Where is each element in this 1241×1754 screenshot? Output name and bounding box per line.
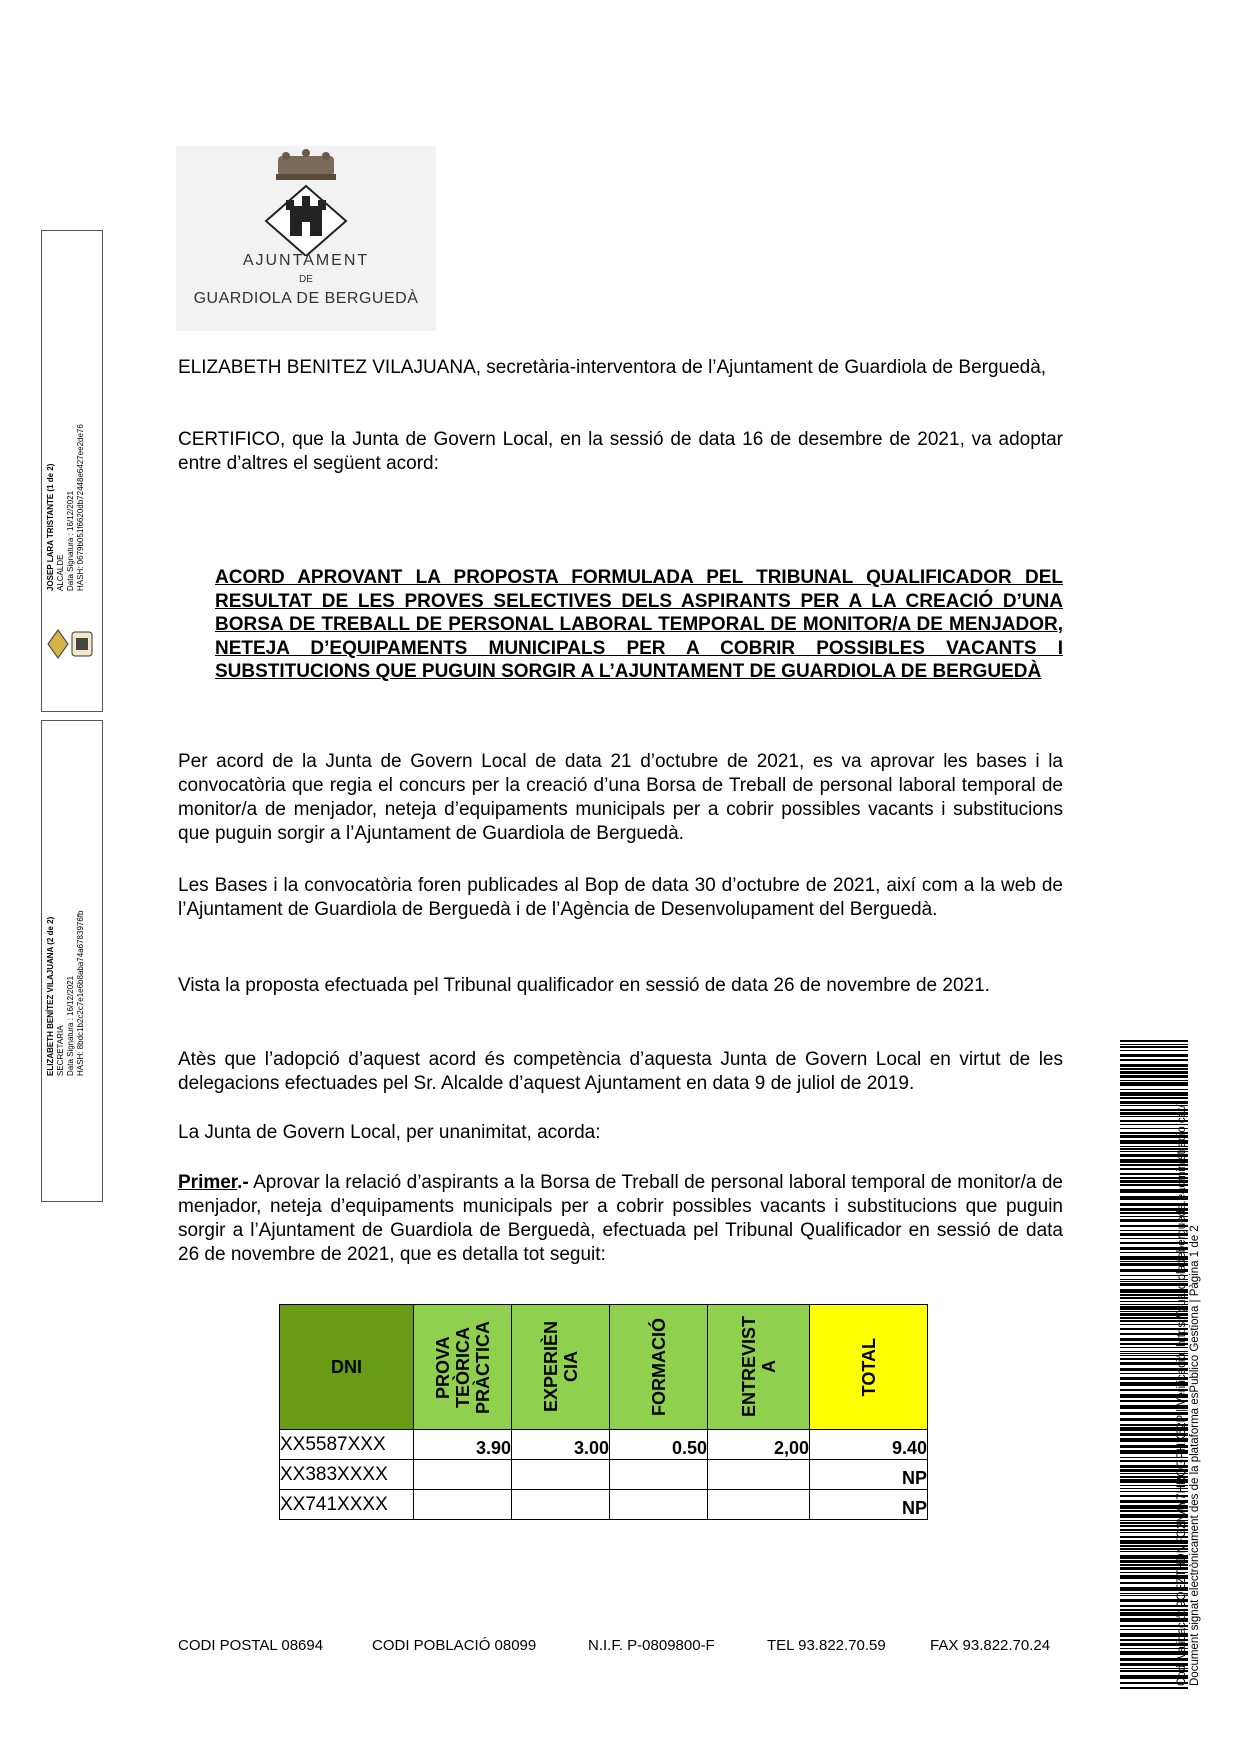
signature-date-2: Data Signatura : 16/12/2021	[66, 975, 75, 1076]
signature-date-1: Data Signatura : 16/12/2021	[66, 490, 75, 591]
signer-role-2: SECRETARIA	[56, 1025, 65, 1076]
certifico-paragraph: CERTIFICO, que la Junta de Govern Local, en la sessió de data 16 de desembre de 2021, va adoptar entre d’altres el següent acord:	[178, 429, 1063, 474]
table-row	[280, 1430, 928, 1460]
table-row	[280, 1460, 928, 1490]
signature-box-1	[41, 230, 103, 712]
signature-hash-2: HASH: 8bdc1b2c2c7e1e6b8aba74a6783976fb	[76, 910, 85, 1076]
logo-line3: GUARDIOLA DE BERGUEDÀ	[193, 290, 419, 307]
header-formacio: FORMACIÓ	[610, 1305, 708, 1430]
validation-text	[1176, 1105, 1202, 1686]
paragraph-5: La Junta de Govern Local, per unanimitat, acorda:	[178, 1122, 601, 1143]
signature-1-text	[46, 424, 86, 591]
cell-formacio	[610, 1460, 708, 1490]
signature-2-text	[46, 911, 86, 1076]
seal-icon	[46, 626, 96, 662]
signer-role-1: ALCALDE	[56, 554, 65, 591]
barcode-bar	[1120, 1040, 1188, 1042]
primer-paragraph	[178, 1171, 1063, 1267]
barcode-bar	[1120, 1050, 1188, 1051]
footer-nif: N.I.F. P-0809800-F	[588, 1637, 715, 1654]
cell-experiencia	[512, 1490, 610, 1520]
barcode-bar	[1120, 1080, 1188, 1081]
cell-total: NP	[810, 1460, 928, 1490]
municipal-logo	[176, 146, 436, 331]
footer-phone: TEL 93.822.70.59	[767, 1637, 886, 1654]
barcode-bar	[1120, 1101, 1188, 1104]
paragraph-1: Per acord de la Junta de Govern Local de data 21 d’octubre de 2021, es va aprovar les bases i la convocatòria que regia el concurs per la creació d’una Borsa de Treball de personal laboral temporal de monitor/a de menjador, neteja d’equipaments municipals per a cobrir possibles vacants i substitucions que puguin sorgir a l’Ajuntament de Guardiola de Berguedà.	[178, 751, 1063, 844]
barcode-bar	[1120, 1089, 1188, 1090]
barcode-bar	[1120, 1059, 1188, 1061]
cell-formacio	[610, 1490, 708, 1520]
footer-fax: FAX 93.822.70.24	[930, 1637, 1051, 1654]
intro-paragraph: ELIZABETH BENITEZ VILAJUANA, secretària-interventora de l’Ajuntament de Guardiola de Berguedà,	[178, 357, 1047, 378]
cell-entrevista: 2,00	[708, 1430, 810, 1460]
validation-line-2: Document signat electrònicament des de la plataforma esPublico Gestiona | Pàgina 1 de 2	[1189, 1225, 1201, 1686]
table-row	[280, 1490, 928, 1520]
footer-postal-code: CODI POSTAL 08694	[178, 1637, 324, 1654]
barcode-bar	[1120, 1054, 1188, 1057]
cell-formacio: 0.50	[610, 1430, 708, 1460]
agreement-title: ACORD APROVANT LA PROPOSTA FORMULADA PEL TRIBUNAL QUALIFICADOR DEL RESULTAT DE LES PROVES SELECTIVES DELS ASPIRANTS PER A LA CREACIÓ D’UNA BORSA DE TREBALL DE PERSONAL LABORAL TEMPORAL DE MONITOR/A DE MENJADOR, NETEJA D’EQUIPAMENTS MUNICIPALS PER A COBRIR POSSIBLES VACANTS I SUBSTITUCIONS QUE PUGUIN SORGIR A L’AJUNTAMENT DE GUARDIOLA DE BERGUEDÀ	[215, 567, 1063, 682]
cell-dni: XX741XXXX	[280, 1490, 414, 1520]
table-header-row	[280, 1305, 928, 1430]
primer-separator: .-	[237, 1172, 249, 1193]
cell-total: NP	[810, 1490, 928, 1520]
barcode-bar	[1120, 1071, 1188, 1074]
barcode-bar	[1120, 1046, 1188, 1048]
header-dni: DNI	[280, 1305, 414, 1430]
barcode-bar	[1120, 1092, 1188, 1096]
shield-castle-icon	[176, 146, 436, 256]
barcode-bar	[1120, 1075, 1188, 1078]
footer-town-code: CODI POBLACIÓ 08099	[372, 1637, 537, 1654]
paragraph-2: Les Bases i la convocatòria foren publicades al Bop de data 30 d’octubre de 2021, així com a la web de l’Ajuntament de Guardiola de Berguedà i de l’Agència de Desenvolupament del Berguedà.	[178, 875, 1063, 920]
paragraph-4: Atès que l’adopció d’aquest acord és competència d’aquesta Junta de Govern Local en virtut de les delegacions efectuades pel Sr. Alcalde d’aquest Ajuntament en data 9 de juliol de 2019.	[178, 1049, 1063, 1094]
barcode-bar	[1120, 1082, 1188, 1086]
cell-entrevista	[708, 1490, 810, 1520]
signer-name-1: JOSEP LARA TRISTANTE (1 de 2)	[46, 463, 55, 591]
signature-box-2	[41, 720, 103, 1202]
cell-experiencia: 3.00	[512, 1430, 610, 1460]
header-prova: PROVA TEÒRICA PRÀCTICA	[414, 1305, 512, 1430]
primer-text: Aprovar la relació d’aspirants a la Borsa de Treball de personal laboral temporal de monitor/a de menjador, neteja d’equipaments municipals per a cobrir possibles vacants i substitucions que puguin sorgir a l’Ajuntament de Guardiola de Berguedà, efectuada pel Tribunal Qualificador en sessió de data 26 de novembre de 2021, que es detalla tot seguit:	[178, 1172, 1063, 1265]
paragraph-3: Vista la proposta efectuada pel Tribunal qualificador en sessió de data 26 de novembre de 2021.	[178, 975, 990, 996]
cell-experiencia	[512, 1460, 610, 1490]
validation-line-1: Codi Validació: 9QEZTHDNFG2NAY7HRQGPHX62P | Verificació: https://guardioladebergueda.eadministracio.cat/	[1176, 1104, 1188, 1686]
cell-dni: XX383XXXX	[280, 1460, 414, 1490]
cell-prova: 3.90	[414, 1430, 512, 1460]
cell-dni: XX5587XXX	[280, 1430, 414, 1460]
logo-line2: DE	[299, 274, 313, 285]
barcode-bar	[1120, 1044, 1188, 1045]
barcode-bar	[1120, 1687, 1188, 1689]
cell-entrevista	[708, 1460, 810, 1490]
barcode-bar	[1120, 1097, 1188, 1099]
signature-hash-1: HASH: 0679b051f6620db72448e6427ee2de76	[76, 424, 85, 591]
cell-prova	[414, 1490, 512, 1520]
barcode-bar	[1120, 1068, 1188, 1070]
header-experiencia: EXPERIÈN CIA	[512, 1305, 610, 1430]
signer-name-2: ELIZABETH BENÍTEZ VILAJUANA (2 de 2)	[46, 916, 55, 1076]
header-total: TOTAL	[810, 1305, 928, 1430]
barcode-bar	[1120, 1064, 1188, 1067]
cell-prova	[414, 1460, 512, 1490]
header-entrevista: ENTREVIST A	[708, 1305, 810, 1430]
results-table	[279, 1304, 928, 1520]
logo-line1: AJUNTAMENT	[242, 252, 370, 269]
primer-label: Primer	[178, 1172, 238, 1193]
cell-total: 9.40	[810, 1430, 928, 1460]
